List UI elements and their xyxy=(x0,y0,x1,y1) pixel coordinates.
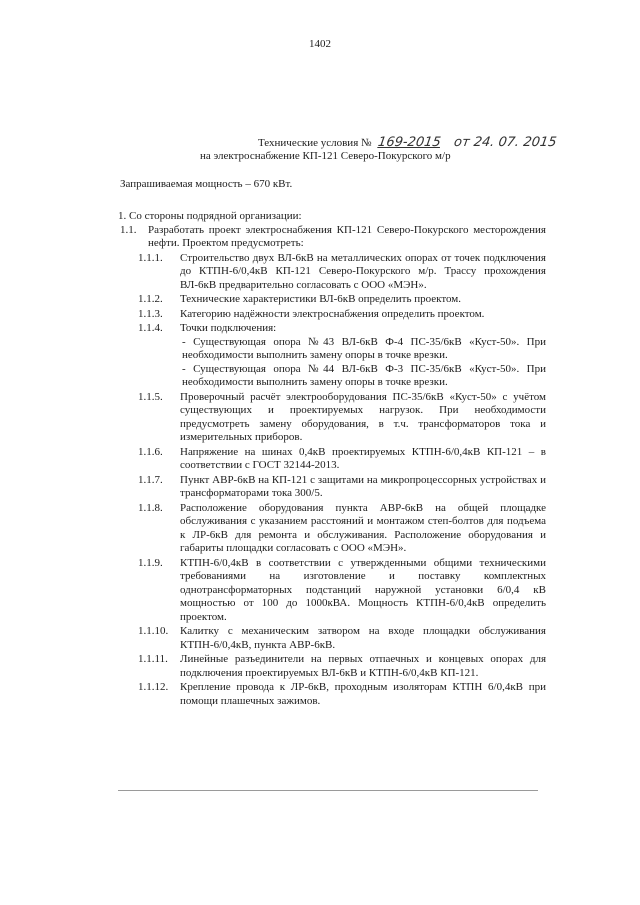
clause-text: Расположение оборудования пункта АВР-6кВ на общей площадке обслуживания с указанием расстояний и монтажом степ-болтов для подъема к ЛР-6кВ для ремонта и обслуживания. Расположение оборудования и габариты площадки согласовать с ООО «МЭН». xyxy=(180,501,546,554)
clause-text: Напряжение на шинах 0,4кВ проектируемых КТПН-6/0,4кВ КП-121 – в соответствии с ГОСТ 32144-2013. xyxy=(180,445,546,471)
clause-1-1-2 xyxy=(118,293,546,307)
clause-number: 1.1.3. xyxy=(138,307,163,320)
clause-text: Категорию надёжности электроснабжения определить проектом. xyxy=(180,307,485,320)
clause-1-1-8 xyxy=(118,502,546,556)
clause-number: 1.1.10. xyxy=(138,625,169,637)
clause-1-1-3 xyxy=(118,308,546,322)
clause-number: 1.1.11. xyxy=(138,653,168,665)
clause-number: 1.1.1. xyxy=(138,251,163,264)
conditions-body xyxy=(118,210,546,708)
clause-1-1-7 xyxy=(118,474,546,501)
handwritten-number: 169-2015 xyxy=(377,135,442,150)
clause-1-1-10 xyxy=(118,625,546,652)
clause-number: 1.1.7. xyxy=(138,473,163,486)
title-line xyxy=(258,136,556,151)
clause-text: Линейные разъединители на первых отпаечных и концевых опорах для подключения проектируемых ВЛ-6кВ и КТПН-6/0,4кВ КП-121. xyxy=(180,653,546,679)
clause-text: Калитку с механическим затвором на входе площадки обслуживания КТПН-6/0,4кВ, пункта АВР-6кВ. xyxy=(180,625,546,651)
clause-text: Крепление провода к ЛР-6кВ, проходным изоляторам КТПН 6/0,4кВ при помощи плашечных зажимов. xyxy=(180,681,546,707)
clause-text: Разработать проект электроснабжения КП-121 Северо-Покурского месторождения нефти. Проектом предусмотреть: xyxy=(148,223,546,249)
clause-1-1-1 xyxy=(118,252,546,293)
title-prefix: Технические условия № xyxy=(258,137,372,149)
clause-number: 1.1.5. xyxy=(138,390,163,403)
clause-1-1 xyxy=(118,224,546,251)
clause-number: 1.1.9. xyxy=(138,556,163,569)
connection-point-bullet: - Существующая опора №44 ВЛ-6кВ Ф-3 ПС-35/6кВ «Куст-50». При необходимости выполнить замену опоры в точке врезки. xyxy=(182,362,546,388)
clause-number: 1.1.6. xyxy=(138,445,163,458)
footer-divider xyxy=(118,790,538,791)
section-heading: 1. Со стороны подрядной организации: xyxy=(118,210,302,222)
clause-number: 1.1.8. xyxy=(138,501,163,514)
title-subtitle: на электроснабжение КП-121 Северо-Покурского м/р xyxy=(200,150,451,162)
clause-1-1-6 xyxy=(118,446,546,473)
handwritten-date: от 24. 07. 2015 xyxy=(452,135,558,150)
connection-point-bullet: - Существующая опора №43 ВЛ-6кВ Ф-4 ПС-35/6кВ «Куст-50». При необходимости выполнить замену опоры в точке врезки. xyxy=(182,335,546,361)
clause-text: Пункт АВР-6кВ на КП-121 с защитами на микропроцессорных устройствах и трансформаторами тока 300/5. xyxy=(180,473,546,499)
clause-1-1-5 xyxy=(118,391,546,445)
clause-1-1-11 xyxy=(118,653,546,680)
clause-1-1-12 xyxy=(118,681,546,708)
clause-text: Строительство двух ВЛ-6кВ на металлических опорах от точек подключения до КТПН-6/0,4кВ КП-121 Северо-Покурского м/р. Трассу прохождения ВЛ-6кВ предварительно согласовать с ООО «МЭН». xyxy=(180,251,546,291)
requested-power: Запрашиваемая мощность – 670 кВт. xyxy=(120,178,293,190)
clause-number: 1.1.4. xyxy=(138,322,163,334)
clause-1-1-9 xyxy=(118,557,546,625)
clause-text: Точки подключения: xyxy=(180,322,277,334)
clause-number: 1.1.12. xyxy=(138,681,169,693)
page-number: 1402 xyxy=(309,38,331,50)
clause-text: КТПН-6/0,4кВ в соответствии с утвержденными общими техническими требованиями на изготовление и поставку комплектных однотрансформаторных подстанций наружной установки 6/0,4 кВ мощностью от 100 до 1000кВА. Мощность КТПН-6/0,4кВ определить проектом. xyxy=(180,556,546,623)
clause-number: 1.1.2. xyxy=(138,293,163,305)
clause-text: Проверочный расчёт электрооборудования ПС-35/6кВ «Куст-50» с учётом существующих и проектируемых нагрузок. При необходимости предусмотреть замену оборудования, в т.ч. трансформаторов тока и измерительных приборов. xyxy=(180,390,546,443)
clause-number: 1.1. xyxy=(120,223,137,236)
clause-1-1-4 xyxy=(118,322,546,336)
clause-text: Технические характеристики ВЛ-6кВ определить проектом. xyxy=(180,293,461,305)
